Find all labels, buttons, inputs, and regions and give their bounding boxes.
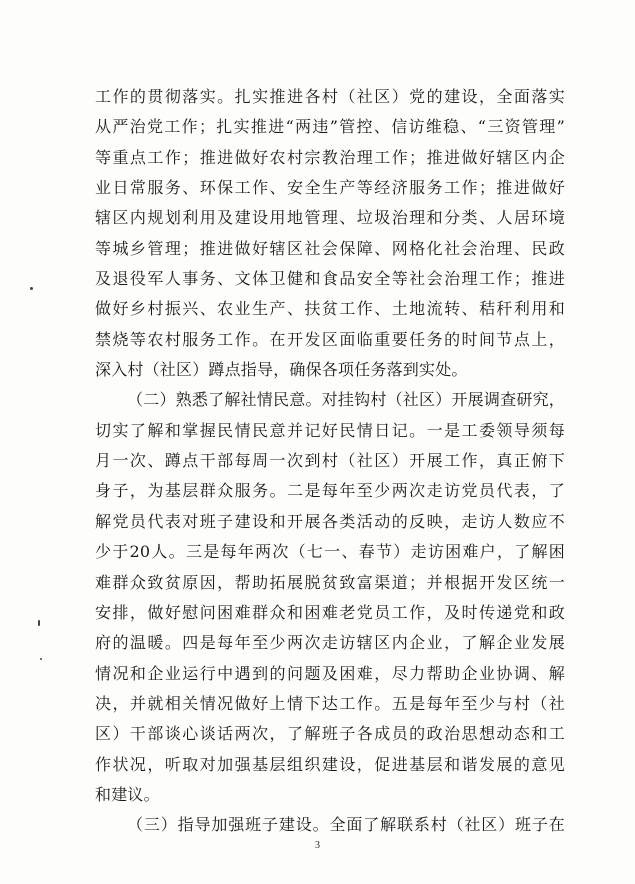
text-line: 府的温暖。四是每年至少两次走访辖区内企业，了解企业发展 bbox=[95, 633, 565, 653]
text-line: 少于20人。三是每年两次（七一、春节）走访困难户，了解困 bbox=[95, 542, 565, 562]
text-line: 区）干部谈心谈话两次，了解班子各成员的政治思想动态和工 bbox=[95, 724, 565, 744]
text-line: 和建议。 bbox=[95, 784, 160, 804]
scan-speck bbox=[40, 658, 42, 660]
section-two-text: （二）熟悉了解社情民意。对挂钩村（社区）开展调查研究， bbox=[127, 390, 565, 410]
text-line: 从严治党工作；扎实推进“两违”管控、信访维稳、“三资管理” bbox=[95, 117, 565, 137]
section-heading-line bbox=[95, 810, 565, 840]
text-line: 决，并就相关情况做好上情下达工作。五是每年至少与村（社 bbox=[95, 693, 565, 713]
text-line: 解党员代表对班子建设和开展各类活动的反映，走访人数应不 bbox=[95, 511, 565, 531]
text-line: 辖区内规划利用及建设用地管理、垃圾治理和分类、人居环境 bbox=[95, 208, 565, 228]
section-three-text: （三）指导加强班子建设。全面了解联系村（社区）班子在 bbox=[127, 815, 565, 835]
text-line: 做好乡村振兴、农业生产、扶贫工作、土地流转、秸秆利用和 bbox=[95, 299, 565, 319]
text-line: 深入村（社区）蹲点指导，确保各项任务落到实处。 bbox=[95, 360, 468, 380]
text-line: 情况和企业运行中遇到的问题及困难，尽力帮助企业协调、解 bbox=[95, 663, 565, 683]
text-line: 难群众致贫原因，帮助拓展脱贫致富渠道；并根据开发区统一 bbox=[95, 572, 565, 592]
text-line: 及退役军人事务、文体卫健和食品安全等社会治理工作；推进 bbox=[95, 269, 565, 289]
text-line: 切实了解和掌握民情民意并记好民情日记。一是工委领导须每 bbox=[95, 420, 565, 440]
text-line: 禁烧等农村服务工作。在开发区面临重要任务的时间节点上， bbox=[95, 329, 565, 349]
text-line: 等城乡管理；推进做好辖区社会保障、网格化社会治理、民政 bbox=[95, 238, 565, 258]
text-line: 业日常服务、环保工作、安全生产等经济服务工作；推进做好 bbox=[95, 178, 565, 198]
text-line: 身子，为基层群众服务。二是每年至少两次走访党员代表，了 bbox=[95, 481, 565, 501]
text-line: 月一次、蹲点干部每周一次到村（社区）开展工作，真正俯下 bbox=[95, 451, 565, 471]
scan-speck bbox=[38, 620, 40, 626]
text-line: 工作的贯彻落实。扎实推进各村（社区）党的建设，全面落实 bbox=[95, 87, 565, 106]
text-line: 安排，做好慰问困难群众和困难老党员工作，及时传递党和政 bbox=[95, 602, 565, 622]
text-line: 作状况，听取对加强基层组织建设，促进基层和谐发展的意见 bbox=[95, 754, 565, 774]
body-text bbox=[95, 82, 565, 841]
text-line: 等重点工作；推进做好农村宗教治理工作；推进做好辖区内企 bbox=[95, 147, 565, 167]
section-heading-line bbox=[95, 385, 565, 415]
scan-speck bbox=[30, 287, 33, 290]
page-number: 3 bbox=[315, 840, 320, 851]
